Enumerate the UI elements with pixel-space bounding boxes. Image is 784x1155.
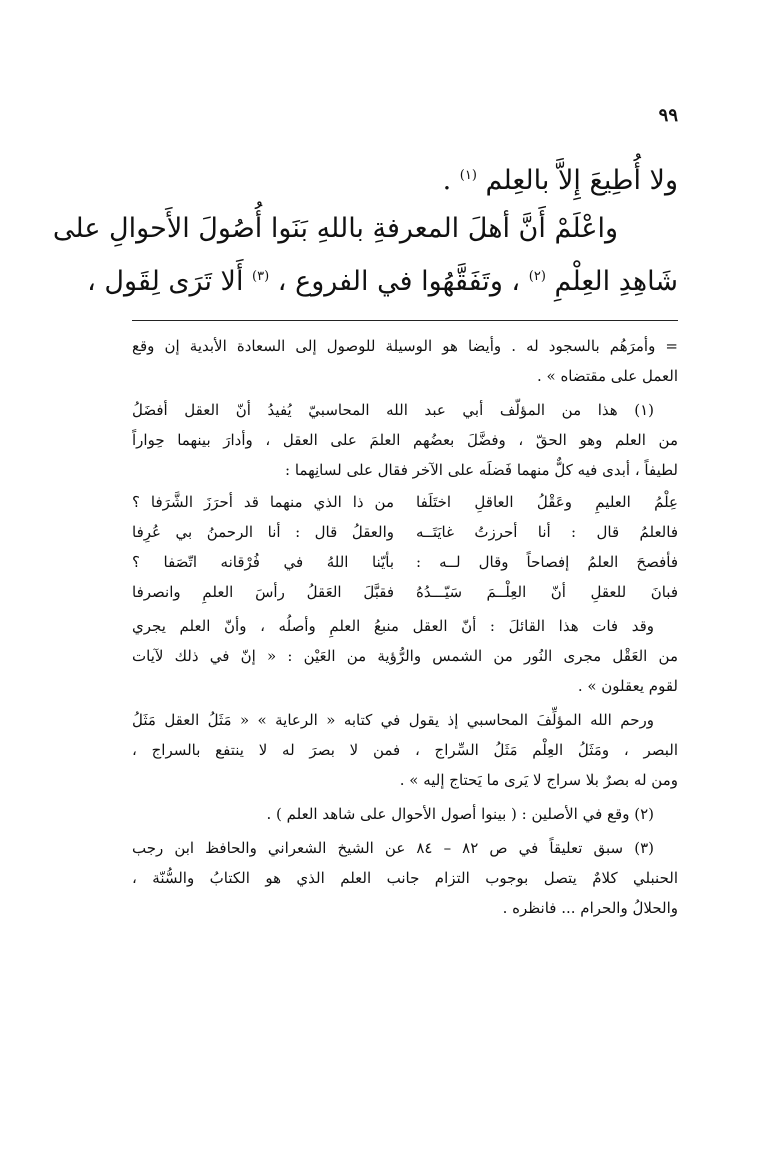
footnote-line: لطيفاً ، أبدى فيه كلٌّ منهما فَضلَه على الآخر فقال على لسانِهما : [285, 461, 678, 479]
verse-first-half: فبانَ للعقلِ أنّ العِلْــمَ سَيّـــدُهُ [416, 583, 678, 601]
main-text-segment: ولا أُطِيعَ إِلاَّ بالعِلم [485, 165, 678, 196]
footnote-line: الحنبلي كلامٌ يتصل بوجوب التزام جانب العلم الذي هو الكتابُ والسُّنّة ، [132, 869, 678, 887]
verse-first-half: فأفصحَ العلمُ إفصاحاً وقال لــه : [416, 553, 678, 571]
verse-second-half: بأيّنا اللهُ في فُرْقانه اتّصَفا ؟ [132, 553, 394, 571]
footnote-1-quote [132, 705, 678, 795]
footnote-marker-2[interactable]: (٢) [528, 269, 546, 284]
footnotes [132, 331, 678, 923]
footnote-line: البصر ، ومَثَلُ العِلْم مَثَلُ السِّراج ، فمن لا بصرَ له لا ينتفع بالسراج ، [132, 741, 678, 759]
main-text-segment: ، وتَفَقَّهُوا في الفروع ، [277, 266, 521, 297]
footnote-line: (١) هذا من المؤلّف أبي عبد الله المحاسبيّ يُفيدُ أنّ العقل أفضَلُ [132, 401, 654, 419]
verse-second-half: والعقلُ قال : أنا الرحمنُ بي عُرِفا [132, 523, 394, 541]
book-page [52, 102, 678, 1102]
main-text [52, 152, 678, 306]
verse-second-half: فقبَّلَ العَقلُ رأسَ العلمِ وانصرفا [132, 583, 394, 601]
footnote-line: والحلالُ والحرام ... فانظره . [502, 899, 678, 917]
main-text-segment: شَاهِدِ العِلْمِ [554, 266, 678, 297]
main-line-1 [132, 152, 678, 205]
footnote-line: (٢) وقع في الأصلين : ( بينوا أصول الأحوال على شاهد العلم ) . [266, 805, 654, 823]
footnote-marker-1[interactable]: (١) [459, 168, 477, 183]
verse-first-half: عِلْمُ العليمِ وعَقْلُ العاقلِ اختَلَفا [416, 493, 678, 511]
footnote-line: = وأمرَهُم بالسجود له . وأيضا هو الوسيلة للوصول إلى السعادة الأبدية إن وقع [132, 337, 678, 355]
poem-verse [132, 577, 678, 607]
footnote-line: لقوم يعقلون » . [577, 677, 678, 695]
footnote-line: من العَقْل مجرى النُور من الشمس والرُّؤية من العَيْن : « إنّ في ذلك لآيات [132, 647, 678, 665]
poem-verse [132, 487, 678, 517]
footnote-2 [132, 799, 678, 829]
footnote-line: من العلم وهو الحقّ ، وفضَّلَ بعضُهم العلمَ على العقل ، وأدارَ بينهما حِواراً [132, 431, 678, 449]
main-text-segment: . [442, 165, 452, 196]
verse-first-half: فالعلمُ قال : أنا أحرزتُ غايَتَــه [416, 523, 678, 541]
footnote-separator [132, 320, 678, 321]
main-line-2: واعْلَمْ أَنَّ أهلَ المعرفةِ باللهِ بَنَوا أُصُولَ الأَحوالِ على [52, 213, 618, 244]
footnote-continuation [132, 331, 678, 391]
footnote-line: ورحم الله المؤلِّفَ المحاسبي إذ يقول في كتابه « الرعاية » « مَثَلُ العقل مَثَلُ [132, 711, 654, 729]
footnote-3 [132, 833, 678, 923]
footnote-marker-3[interactable]: (٣) [252, 269, 270, 284]
footnote-1 [132, 395, 678, 795]
main-line-3 [87, 253, 678, 306]
poem-verse [132, 547, 678, 577]
footnote-line: (٣) سبق تعليقاً في ص ٨٢ – ٨٤ عن الشيخ الشعراني والحافظ ابن رجب [132, 839, 654, 857]
page-number: ٩٩ [658, 105, 678, 126]
poem [132, 487, 678, 607]
footnote-line: ومن له بصرٌ بلا سراج لا يَرى ما يَحتاج إليه » . [399, 771, 678, 789]
footnote-line: العمل على مقتضاه » . [536, 367, 678, 385]
footnote-line: وقد فات هذا القائلَ : أنّ العقل منبعُ العلمِ وأصلُه ، وأنّ العلم يجري [132, 617, 654, 635]
main-text-segment: أَلا تَرَى لِقَول ، [87, 266, 244, 297]
verse-second-half: من ذا الذي منهما قد أحرَزَ الشَّرَفا ؟ [132, 493, 394, 511]
poem-verse [132, 517, 678, 547]
